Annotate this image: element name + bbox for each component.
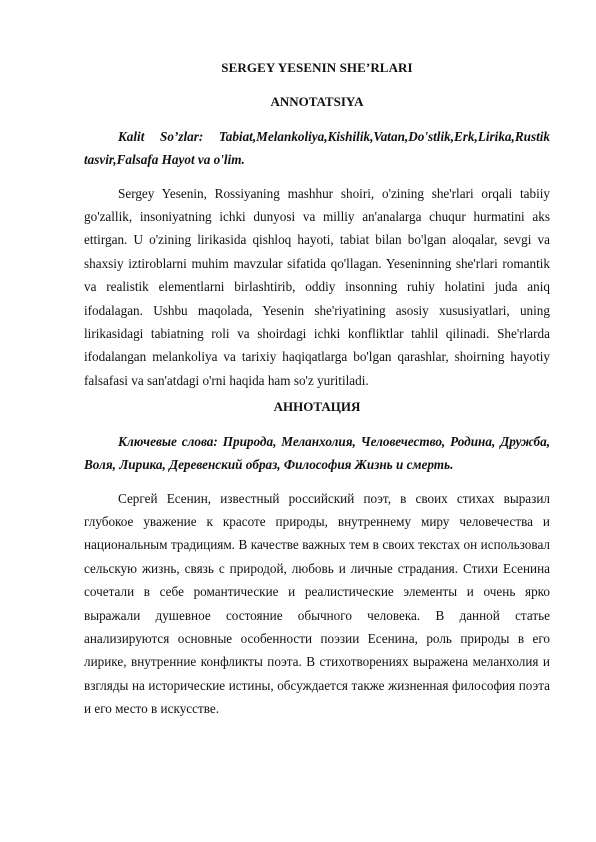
keywords-ru: Ключевые слова: Природа, Меланхолия, Человечество, Родина, Дружба, Воля, Лирика, Деревенский образ, Философия Жизнь и смерть. xyxy=(84,433,550,473)
annotation-body-ru: Сергей Есенин, известный российский поэт, в своих стихах выразил глубокое уважение к красоте природы, внутреннему миру человечества и национальным традициям. В качестве важных тем в своих текстах он использовал сельскую жизнь, связь с природой, любовь и личные страдания. Стихи Есенина сочетали в себе романтические и реалистические элементы и очень ярко выражали душевное состояние обычного человека. В данной статье анализируются основные особенности поэзии Есенина, роль природы в его лирике, внутренние конфликты поэта. В стихотворениях выражена меланхолия и взгляды на исторические истины, обсуждается также жизненная философия поэта и его место в искусстве. xyxy=(84,490,550,717)
keywords-uz: Kalit So’zlar: Tabiat,Melankoliya,Kishilik,Vatan,Do'stlik,Erk,Lirika,Rustik tasvir,Falsafa Hayot va o'lim. xyxy=(84,128,550,168)
annotation-heading-uz: ANNOTATSIYA xyxy=(270,94,364,110)
annotation-body-uz: Sergey Yesenin, Rossiyaning mashhur shoiri, o'zining she'rlari orqali tabiiy go'zallik, insoniyatning ichki dunyosi va milliy an'analarga chuqur hurmatini aks ettirgan. U o'zining lirikasida qishloq hayoti, tabiat bilan bo'lgan aloqalar, sevgi va shaxsiy iztiroblarni muhim mavzular sifatida qo'llagan. Yeseninning she'rlari romantik va realistik elementlarni birlashtirib, oddiy insonning ruhiy holatini juda aniq ifodalagan. Ushbu maqolada, Yesenin she'riyatining asosiy xususiyatlari, uning lirikasidagi tabiatning roli va shoirdagi ichki konfliktlar tahlil qilinadi. She'rlarda ifodalangan melankoliya va tarixiy haqiqatlarga bo'lgan qarashlar, shoirning hayotiy falsafasi va san'atdagi o'rni haqida ham so'z yuritiladi. xyxy=(84,185,550,388)
document-title: SERGEY YESENIN SHE’RLARI xyxy=(221,60,413,75)
annotation-heading-ru: АННОТАЦИЯ xyxy=(273,399,361,415)
document-page xyxy=(84,56,550,723)
